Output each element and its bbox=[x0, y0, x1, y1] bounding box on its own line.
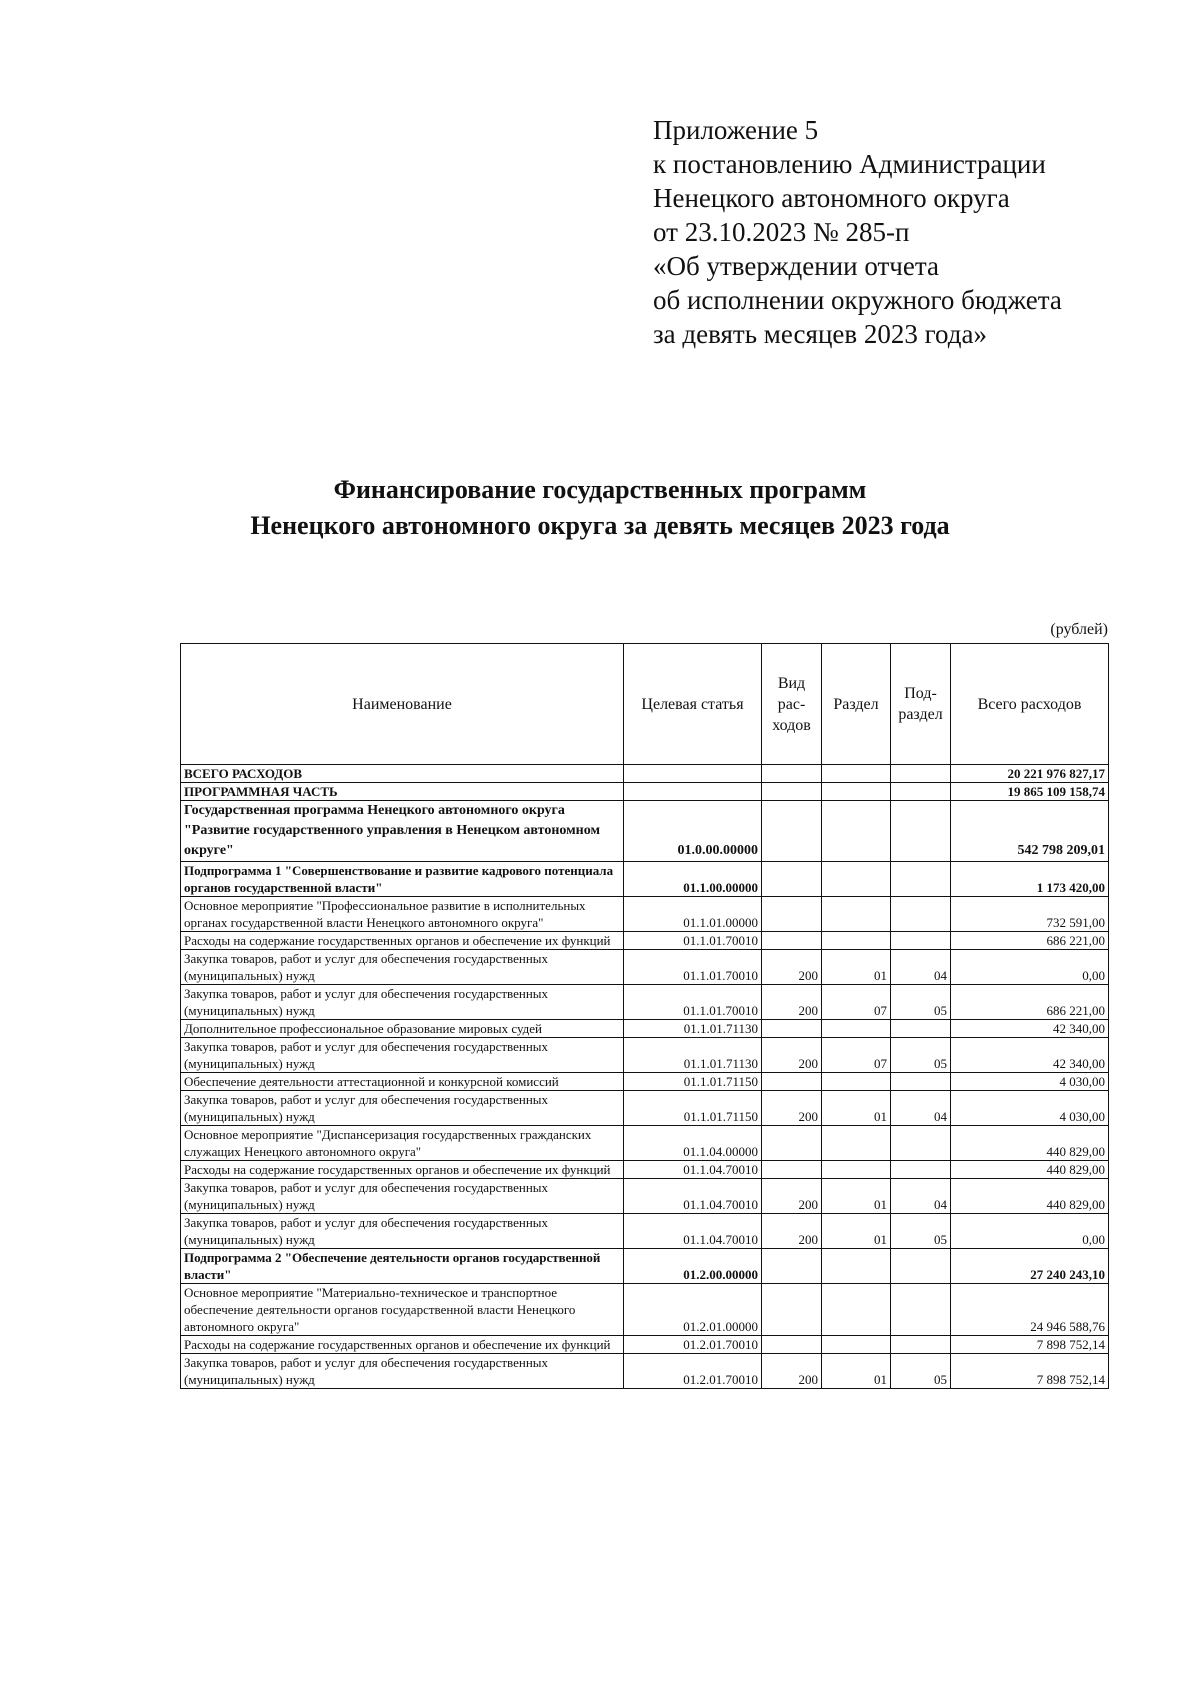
cell-total: 4 030,00 bbox=[951, 1073, 1109, 1091]
cell-name: ПРОГРАММНАЯ ЧАСТЬ bbox=[181, 783, 624, 801]
table-row bbox=[181, 1179, 1109, 1214]
cell-code: 01.1.04.70010 bbox=[624, 1161, 762, 1179]
cell-subsection bbox=[891, 1073, 951, 1091]
table-body bbox=[181, 765, 1109, 1389]
cell-section bbox=[822, 897, 891, 932]
cell-total: 0,00 bbox=[951, 1214, 1109, 1249]
cell-section: 07 bbox=[822, 1038, 891, 1073]
budget-table bbox=[180, 643, 1109, 1389]
cell-section bbox=[822, 783, 891, 801]
cell-name: Закупка товаров, работ и услуг для обеспечения государственных (муниципальных) нужд bbox=[181, 1354, 624, 1389]
cell-code: 01.2.01.00000 bbox=[624, 1284, 762, 1336]
cell-expense-type bbox=[762, 1020, 822, 1038]
column-header-name: Наименование bbox=[181, 644, 624, 765]
table-row bbox=[181, 801, 1109, 862]
cell-expense-type bbox=[762, 1161, 822, 1179]
header-line: Приложение 5 bbox=[653, 115, 819, 145]
cell-code: 01.2.01.70010 bbox=[624, 1336, 762, 1354]
appendix-header bbox=[653, 113, 1173, 351]
table-row bbox=[181, 985, 1109, 1020]
cell-total: 24 946 588,76 bbox=[951, 1284, 1109, 1336]
cell-section: 01 bbox=[822, 1091, 891, 1126]
table-header-row bbox=[181, 644, 1109, 765]
cell-code bbox=[624, 783, 762, 801]
table-row bbox=[181, 897, 1109, 932]
cell-section bbox=[822, 862, 891, 897]
cell-name: Основное мероприятие "Диспансеризация государственных гражданских служащих Ненецкого автономного округа" bbox=[181, 1126, 624, 1161]
cell-expense-type: 200 bbox=[762, 1038, 822, 1073]
cell-subsection bbox=[891, 1020, 951, 1038]
cell-section bbox=[822, 1020, 891, 1038]
cell-code: 01.1.04.70010 bbox=[624, 1214, 762, 1249]
cell-expense-type bbox=[762, 932, 822, 950]
table-row bbox=[181, 1336, 1109, 1354]
cell-section bbox=[822, 1284, 891, 1336]
table-row bbox=[181, 1038, 1109, 1073]
cell-expense-type: 200 bbox=[762, 1214, 822, 1249]
cell-subsection: 04 bbox=[891, 950, 951, 985]
cell-expense-type: 200 bbox=[762, 985, 822, 1020]
table-row bbox=[181, 862, 1109, 897]
cell-code: 01.1.04.00000 bbox=[624, 1126, 762, 1161]
cell-code: 01.1.01.71150 bbox=[624, 1091, 762, 1126]
cell-total: 440 829,00 bbox=[951, 1161, 1109, 1179]
cell-total: 27 240 243,10 bbox=[951, 1249, 1109, 1284]
cell-name: Расходы на содержание государственных органов и обеспечение их функций bbox=[181, 1161, 624, 1179]
cell-expense-type bbox=[762, 1249, 822, 1284]
table-row bbox=[181, 1126, 1109, 1161]
cell-total: 20 221 976 827,17 bbox=[951, 765, 1109, 783]
title-line-1: Финансирование государственных программ bbox=[333, 475, 867, 504]
cell-name: Основное мероприятие "Профессиональное развитие в исполнительных органах государственной власти Ненецкого автономного округа" bbox=[181, 897, 624, 932]
table-row bbox=[181, 1073, 1109, 1091]
cell-subsection: 05 bbox=[891, 985, 951, 1020]
table-row bbox=[181, 932, 1109, 950]
cell-name: Закупка товаров, работ и услуг для обеспечения государственных (муниципальных) нужд bbox=[181, 950, 624, 985]
header-line: за девять месяцев 2023 года» bbox=[653, 319, 987, 349]
cell-section bbox=[822, 801, 891, 862]
cell-subsection: 05 bbox=[891, 1214, 951, 1249]
cell-subsection bbox=[891, 1126, 951, 1161]
cell-subsection bbox=[891, 1249, 951, 1284]
cell-section bbox=[822, 1161, 891, 1179]
cell-expense-type bbox=[762, 801, 822, 862]
table-row bbox=[181, 765, 1109, 783]
cell-total: 7 898 752,14 bbox=[951, 1336, 1109, 1354]
cell-code: 01.2.00.00000 bbox=[624, 1249, 762, 1284]
cell-name: Закупка товаров, работ и услуг для обеспечения государственных (муниципальных) нужд bbox=[181, 1038, 624, 1073]
cell-subsection bbox=[891, 897, 951, 932]
cell-code: 01.1.01.71130 bbox=[624, 1020, 762, 1038]
column-header-expense-type: Вид рас- ходов bbox=[762, 644, 822, 765]
cell-expense-type: 200 bbox=[762, 1091, 822, 1126]
cell-name: Расходы на содержание государственных органов и обеспечение их функций bbox=[181, 1336, 624, 1354]
header-line: «Об утверждении отчета bbox=[653, 251, 939, 281]
cell-code: 01.1.01.70010 bbox=[624, 932, 762, 950]
cell-total: 42 340,00 bbox=[951, 1038, 1109, 1073]
cell-name: Закупка товаров, работ и услуг для обеспечения государственных (муниципальных) нужд bbox=[181, 985, 624, 1020]
cell-total: 542 798 209,01 bbox=[951, 801, 1109, 862]
cell-name: Закупка товаров, работ и услуг для обеспечения государственных (муниципальных) нужд bbox=[181, 1179, 624, 1214]
cell-section bbox=[822, 932, 891, 950]
cell-total: 7 898 752,14 bbox=[951, 1354, 1109, 1389]
units-label: (рублей) bbox=[1050, 621, 1108, 638]
cell-total: 686 221,00 bbox=[951, 985, 1109, 1020]
cell-name: Дополнительное профессиональное образование мировых судей bbox=[181, 1020, 624, 1038]
cell-code: 01.1.01.71130 bbox=[624, 1038, 762, 1073]
cell-code: 01.1.00.00000 bbox=[624, 862, 762, 897]
cell-subsection bbox=[891, 932, 951, 950]
document-title bbox=[100, 472, 1100, 544]
cell-code: 01.1.01.70010 bbox=[624, 985, 762, 1020]
column-header-section: Раздел bbox=[822, 644, 891, 765]
cell-code: 01.1.01.71150 bbox=[624, 1073, 762, 1091]
table-row bbox=[181, 1214, 1109, 1249]
cell-name: Расходы на содержание государственных органов и обеспечение их функций bbox=[181, 932, 624, 950]
cell-subsection bbox=[891, 1284, 951, 1336]
header-line: об исполнении окружного бюджета bbox=[653, 285, 1062, 315]
header-line: к постановлению Администрации bbox=[653, 149, 1046, 179]
cell-expense-type bbox=[762, 765, 822, 783]
cell-total: 42 340,00 bbox=[951, 1020, 1109, 1038]
column-header-subsection: Под- раздел bbox=[891, 644, 951, 765]
cell-subsection: 05 bbox=[891, 1354, 951, 1389]
cell-expense-type bbox=[762, 1126, 822, 1161]
table-row bbox=[181, 1249, 1109, 1284]
cell-code: 01.1.01.70010 bbox=[624, 950, 762, 985]
table-row bbox=[181, 950, 1109, 985]
cell-name: Закупка товаров, работ и услуг для обеспечения государственных (муниципальных) нужд bbox=[181, 1214, 624, 1249]
table-row bbox=[181, 1161, 1109, 1179]
cell-total: 1 173 420,00 bbox=[951, 862, 1109, 897]
cell-subsection bbox=[891, 862, 951, 897]
cell-name: Государственная программа Ненецкого автономного округа "Развитие государственного управления в Ненецком автономном округе" bbox=[181, 801, 624, 862]
column-header-total: Всего расходов bbox=[951, 644, 1109, 765]
table-row bbox=[181, 1284, 1109, 1336]
cell-section bbox=[822, 1336, 891, 1354]
header-line: Ненецкого автономного округа bbox=[653, 183, 1010, 213]
cell-subsection bbox=[891, 765, 951, 783]
cell-expense-type bbox=[762, 1073, 822, 1091]
cell-expense-type bbox=[762, 1284, 822, 1336]
cell-total: 732 591,00 bbox=[951, 897, 1109, 932]
cell-section: 01 bbox=[822, 1179, 891, 1214]
cell-section bbox=[822, 1249, 891, 1284]
title-line-2: Ненецкого автономного округа за девять месяцев 2023 года bbox=[250, 511, 950, 540]
cell-expense-type bbox=[762, 897, 822, 932]
cell-subsection: 05 bbox=[891, 1038, 951, 1073]
cell-expense-type: 200 bbox=[762, 950, 822, 985]
cell-subsection bbox=[891, 801, 951, 862]
cell-total: 19 865 109 158,74 bbox=[951, 783, 1109, 801]
cell-expense-type: 200 bbox=[762, 1179, 822, 1214]
cell-expense-type bbox=[762, 783, 822, 801]
cell-code: 01.0.00.00000 bbox=[624, 801, 762, 862]
cell-name: Обеспечение деятельности аттестационной и конкурсной комиссий bbox=[181, 1073, 624, 1091]
table-row bbox=[181, 1020, 1109, 1038]
cell-total: 686 221,00 bbox=[951, 932, 1109, 950]
cell-subsection bbox=[891, 783, 951, 801]
cell-name: ВСЕГО РАСХОДОВ bbox=[181, 765, 624, 783]
cell-subsection: 04 bbox=[891, 1179, 951, 1214]
cell-subsection bbox=[891, 1161, 951, 1179]
cell-section: 01 bbox=[822, 950, 891, 985]
cell-section: 07 bbox=[822, 985, 891, 1020]
cell-section bbox=[822, 1126, 891, 1161]
column-header-code: Целевая статья bbox=[624, 644, 762, 765]
cell-section bbox=[822, 1073, 891, 1091]
table-row bbox=[181, 783, 1109, 801]
cell-section: 01 bbox=[822, 1354, 891, 1389]
header-line: от 23.10.2023 № 285-п bbox=[653, 217, 910, 247]
cell-name: Подпрограмма 1 "Совершенствование и развитие кадрового потенциала органов государственной власти" bbox=[181, 862, 624, 897]
cell-name: Основное мероприятие "Материально-техническое и транспортное обеспечение деятельности органов государственной власти Ненецкого автономного округа" bbox=[181, 1284, 624, 1336]
cell-code: 01.1.01.00000 bbox=[624, 897, 762, 932]
cell-total: 440 829,00 bbox=[951, 1126, 1109, 1161]
table-row bbox=[181, 1091, 1109, 1126]
cell-expense-type: 200 bbox=[762, 1354, 822, 1389]
cell-section: 01 bbox=[822, 1214, 891, 1249]
cell-total: 0,00 bbox=[951, 950, 1109, 985]
cell-code: 01.2.01.70010 bbox=[624, 1354, 762, 1389]
table-row bbox=[181, 1354, 1109, 1389]
cell-subsection bbox=[891, 1336, 951, 1354]
cell-code bbox=[624, 765, 762, 783]
cell-expense-type bbox=[762, 862, 822, 897]
cell-name: Подпрограмма 2 "Обеспечение деятельности органов государственной власти" bbox=[181, 1249, 624, 1284]
cell-code: 01.1.04.70010 bbox=[624, 1179, 762, 1214]
cell-subsection: 04 bbox=[891, 1091, 951, 1126]
cell-expense-type bbox=[762, 1336, 822, 1354]
cell-name: Закупка товаров, работ и услуг для обеспечения государственных (муниципальных) нужд bbox=[181, 1091, 624, 1126]
cell-total: 4 030,00 bbox=[951, 1091, 1109, 1126]
cell-section bbox=[822, 765, 891, 783]
cell-total: 440 829,00 bbox=[951, 1179, 1109, 1214]
